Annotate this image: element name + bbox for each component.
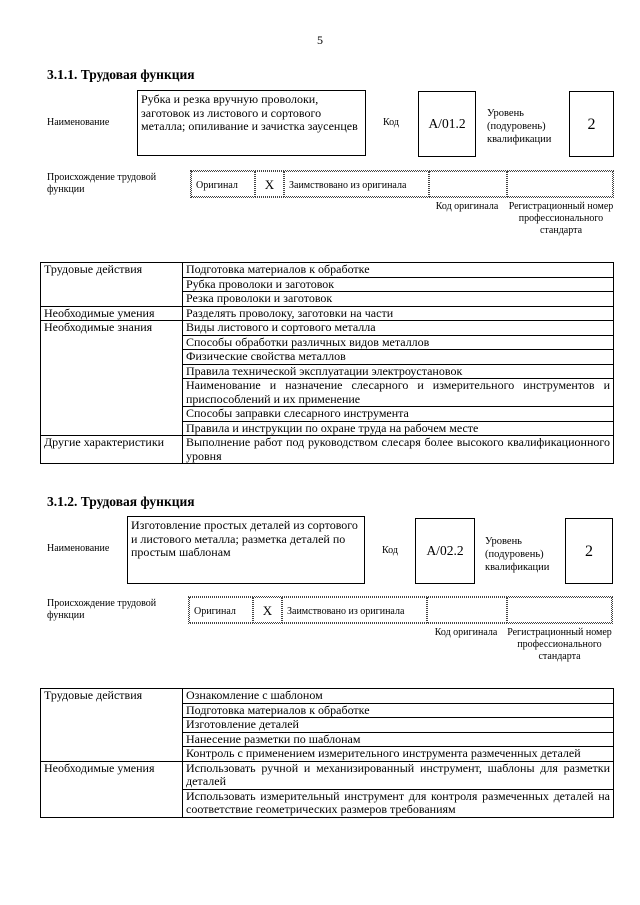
table-cell: Использовать измерительный инструмент для контроля размеченных деталей на соответствие геометрических размеров требованиям	[183, 789, 614, 817]
table-cell: Физические свойства металлов	[183, 350, 614, 365]
table-cell: Правила и инструкции по охране труда на рабочем месте	[183, 421, 614, 436]
origin-borrowed-label: Заимствовано из оригинала	[289, 180, 407, 191]
section-title: 3.1.1. Трудовая функция	[47, 67, 195, 82]
code-label: Код	[383, 117, 399, 128]
row-label-skills: Необходимые умения	[41, 761, 183, 817]
reg-number-label: Регистрационный номер профессионального стандарта	[508, 201, 614, 236]
row-label-skills: Необходимые умения	[41, 306, 183, 321]
code-original-cell	[429, 171, 507, 197]
reg-number-cell	[507, 171, 613, 197]
name-label: Наименование	[47, 117, 110, 128]
page-number: 5	[317, 33, 323, 47]
level-value-box: 2	[569, 91, 614, 157]
code-value-box: A/01.2	[418, 91, 476, 157]
level-value-box: 2	[565, 518, 613, 584]
row-label-other: Другие характеристики	[41, 436, 183, 464]
level-label: Уровень (подуровень) квалификации	[485, 536, 550, 573]
requirements-table	[40, 688, 614, 818]
code-original-cell	[427, 597, 507, 623]
table-cell: Изготовление деталей	[183, 718, 614, 733]
name-label: Наименование	[47, 543, 110, 554]
origin-original-cell	[191, 171, 255, 197]
origin-label: Происхождение трудовой функции	[47, 172, 157, 195]
table-cell: Способы заправки слесарного инструмента	[183, 407, 614, 422]
origin-row	[188, 596, 613, 624]
code-original-label: Код оригинала	[434, 627, 498, 638]
table-cell: Разделять проволоку, заготовки на части	[183, 306, 614, 321]
origin-mark: X	[264, 177, 275, 192]
table-cell: Виды листового и сортового металла	[183, 321, 614, 336]
origin-original-label: Оригинал	[196, 180, 238, 191]
origin-mark: X	[262, 603, 273, 618]
table-cell: Резка проволоки и заготовок	[183, 292, 614, 307]
row-label-actions: Трудовые действия	[41, 263, 183, 307]
table-cell: Нанесение разметки по шаблонам	[183, 732, 614, 747]
code-value-box: A/02.2	[415, 518, 475, 584]
table-cell: Правила технической эксплуатации электроустановок	[183, 364, 614, 379]
table-cell: Способы обработки различных видов металлов	[183, 335, 614, 350]
origin-row	[190, 170, 614, 198]
origin-original-cell	[189, 597, 253, 623]
section-title: 3.1.2. Трудовая функция	[47, 494, 195, 509]
origin-label: Происхождение трудовой функции	[47, 598, 157, 621]
row-label-knowledge: Необходимые знания	[41, 321, 183, 436]
level-label: Уровень (подуровень) квалификации	[487, 108, 552, 145]
table-cell: Выполнение работ под руководством слесаря более высокого квалификационного уровня	[183, 436, 614, 464]
function-name-box: Рубка и резка вручную проволоки, заготовок из листового и сортового металла; опиливание и зачистка заусенцев	[137, 90, 366, 156]
origin-borrowed-label: Заимствовано из оригинала	[287, 606, 405, 617]
table-cell: Подготовка материалов к обработке	[183, 263, 614, 278]
table-cell: Контроль с применением измерительного инструмента размеченных деталей	[183, 747, 614, 762]
origin-borrowed-cell	[284, 171, 429, 197]
origin-borrowed-cell	[282, 597, 427, 623]
table-cell: Рубка проволоки и заготовок	[183, 277, 614, 292]
requirements-table	[40, 262, 614, 464]
origin-mark-cell	[255, 171, 284, 197]
code-original-label: Код оригинала	[435, 201, 499, 212]
table-cell: Использовать ручной и механизированный инструмент, шаблоны для разметки деталей	[183, 761, 614, 789]
code-label: Код	[382, 545, 398, 556]
table-cell: Наименование и назначение слесарного и измерительного инструментов и приспособлений и их применение	[183, 379, 614, 407]
function-name-box: Изготовление простых деталей из сортового и листового металла; разметка деталей по простым шаблонам	[127, 516, 365, 584]
origin-original-label: Оригинал	[194, 606, 236, 617]
reg-number-label: Регистрационный номер профессионального стандарта	[507, 627, 612, 662]
table-cell: Ознакомление с шаблоном	[183, 689, 614, 704]
table-cell: Подготовка материалов к обработке	[183, 703, 614, 718]
row-label-actions: Трудовые действия	[41, 689, 183, 762]
reg-number-cell	[507, 597, 612, 623]
origin-mark-cell	[253, 597, 282, 623]
